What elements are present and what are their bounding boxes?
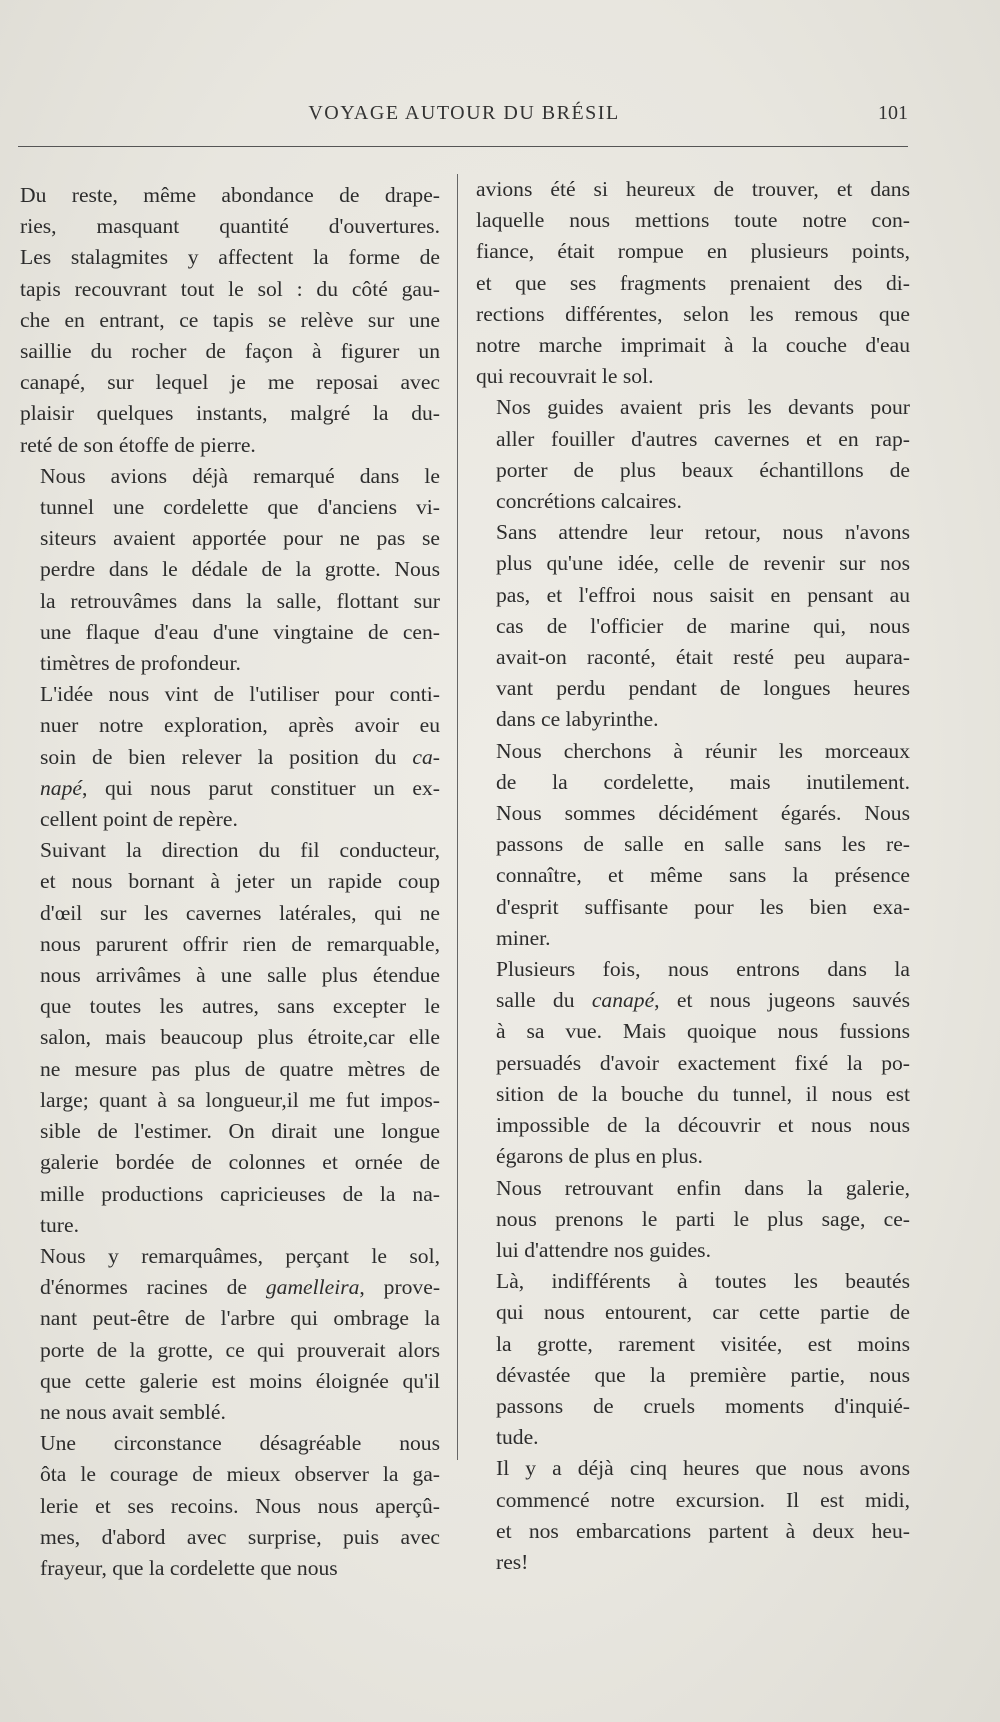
text-line: aller fouiller d'autres cavernes et en rap- (496, 426, 910, 451)
text-line: ries, masquant quantité d'ouvertures. (20, 214, 440, 239)
text-line: passons de cruels moments d'inquié- (496, 1393, 910, 1418)
text-line: mille productions capricieuses de la na- (40, 1181, 440, 1206)
text-line: nous arrivâmes à une salle plus étendue (40, 963, 440, 988)
text-line: commencé notre excursion. Il est midi, (496, 1487, 910, 1512)
text-line: et nos embarcations partent à deux heu- (496, 1518, 910, 1543)
text-line: Nous y remarquâmes, perçant le sol, (40, 1243, 440, 1268)
paragraph (20, 1428, 440, 1584)
paragraph (20, 180, 440, 461)
text-line: vant perdu pendant de longues heures (496, 676, 910, 701)
text-line: qui recouvrait le sol. (476, 364, 654, 389)
text-line: fiance, était rompue en plusieurs points, (476, 239, 910, 264)
column-divider (457, 174, 458, 1460)
text-line: Là, indifférents à toutes les beautés (496, 1269, 910, 1294)
text-line: que toutes les autres, sans excepter le (40, 994, 440, 1019)
text-line: Nous cherchons à réunir les morceaux (496, 738, 910, 763)
header-rule (18, 146, 908, 147)
text-line: Les stalagmites y affectent la forme de (20, 245, 440, 270)
paragraph (20, 679, 440, 835)
text-line: cas de l'officier de marine qui, nous (496, 613, 910, 638)
text-line: nuer notre exploration, après avoir eu (40, 713, 440, 738)
paragraph (476, 1266, 910, 1453)
text-line: qui nous entourent, car cette partie de (496, 1300, 910, 1325)
text-line: de la cordelette, mais inutilement. (496, 769, 910, 794)
text-line: pas, et l'effroi nous saisit en pensant au (496, 582, 910, 607)
text-line: Sans attendre leur retour, nous n'avons (496, 520, 910, 545)
text-line: frayeur, que la cordelette que nous (40, 1555, 338, 1580)
text-line: large; quant à sa longueur,il me fut impos- (40, 1087, 440, 1112)
text-line: Nous retrouvant enfin dans la galerie, (496, 1175, 910, 1200)
text-line: à sa vue. Mais quoique nous fussions (496, 1019, 910, 1044)
text-line: Nos guides avaient pris les devants pour (496, 395, 910, 420)
text-line: che en entrant, ce tapis se relève sur une (20, 307, 440, 332)
running-title: VOYAGE AUTOUR DU BRÉSIL (308, 102, 620, 124)
text-line: Suivant la direction du fil conducteur, (40, 838, 440, 863)
paragraph (476, 736, 910, 954)
left-column (20, 180, 440, 1584)
text-line: dans ce labyrinthe. (496, 707, 659, 732)
text-line: et nous bornant à jeter un rapide coup (40, 869, 440, 894)
text-line: Il y a déjà cinq heures que nous avons (496, 1456, 910, 1481)
text-line: ôta le courage de mieux observer la ga- (40, 1462, 440, 1487)
paragraph (20, 1241, 440, 1428)
text-line: salon, mais beaucoup plus étroite,car elle (40, 1025, 440, 1050)
text-line: miner. (496, 925, 551, 950)
text-line: galerie bordée de colonnes et ornée de (40, 1150, 440, 1175)
text-line: que cette galerie est moins éloignée qu'il (40, 1368, 440, 1393)
text-line: tapis recouvrant tout le sol : du côté gau- (20, 276, 440, 301)
paragraph (476, 174, 910, 392)
text-line: napé, qui nous parut constituer un ex- (40, 775, 440, 800)
text-line: ture. (40, 1212, 79, 1237)
text-line: cellent point de repère. (40, 807, 238, 832)
text-line: res! (496, 1549, 529, 1574)
text-line: impossible de la découvrir et nous nous (496, 1113, 910, 1138)
text-line: nous prenons le parti le plus sage, ce- (496, 1206, 910, 1231)
text-line: Nous sommes décidément égarés. Nous (496, 801, 910, 826)
text-line: L'idée nous vint de l'utiliser pour conti- (40, 682, 440, 707)
text-line: ne nous avait semblé. (40, 1399, 226, 1424)
text-line: plus qu'une idée, celle de revenir sur nos (496, 551, 910, 576)
text-line: mes, d'abord avec surprise, puis avec (40, 1524, 440, 1549)
text-line: sible de l'estimer. On dirait une longue (40, 1119, 440, 1144)
paragraph (20, 835, 440, 1241)
text-line: tude. (496, 1425, 539, 1450)
text-line: lui d'attendre nos guides. (496, 1237, 711, 1262)
running-head (20, 102, 908, 132)
text-line: notre marche imprimait à la couche d'eau (476, 333, 910, 358)
text-line: égarons de plus en plus. (496, 1144, 703, 1169)
text-line: d'esprit suffisante pour les bien exa- (496, 894, 910, 919)
text-line: connaître, et même sans la présence (496, 863, 910, 888)
text-line: salle du canapé, et nous jugeons sauvés (496, 988, 910, 1013)
text-line: porte de la grotte, ce qui prouverait alors (40, 1337, 440, 1362)
text-line: d'énormes racines de gamelleira, prove- (40, 1275, 441, 1300)
text-line: Une circonstance désagréable nous (40, 1431, 440, 1456)
text-line: sition de la bouche du tunnel, il nous est (496, 1081, 910, 1106)
text-line: rections différentes, selon les remous que (476, 301, 910, 326)
text-line: canapé, sur lequel je me reposai avec (20, 370, 440, 395)
text-line: Plusieurs fois, nous entrons dans la (496, 957, 910, 982)
paragraph (476, 1173, 910, 1267)
text-line: Du reste, même abondance de drape- (20, 183, 440, 207)
text-line: la retrouvâmes dans la salle, flottant sur (40, 588, 440, 613)
text-line: persuadés d'avoir exactement fixé la po- (496, 1050, 910, 1075)
page-number: 101 (878, 102, 908, 124)
paragraph (476, 517, 910, 735)
text-line: plaisir quelques instants, malgré la du- (20, 401, 440, 426)
paragraph (476, 392, 910, 517)
text-line: nant peut-être de l'arbre qui ombrage la (40, 1306, 440, 1331)
text-line: reté de son étoffe de pierre. (20, 432, 256, 457)
text-line: dévastée que la première partie, nous (496, 1362, 910, 1387)
text-line: porter de plus beaux échantillons de (496, 457, 910, 482)
paragraph (476, 1453, 910, 1578)
text-line: lerie et ses recoins. Nous nous aperçû- (40, 1493, 440, 1518)
text-line: saillie du rocher de façon à figurer un (20, 339, 440, 364)
text-line: Nous avions déjà remarqué dans le (40, 463, 440, 488)
text-line: timètres de profondeur. (40, 651, 241, 676)
text-line: et que ses fragments prenaient des di- (476, 270, 910, 295)
right-column (476, 174, 910, 1578)
text-line: d'œil sur les cavernes latérales, qui ne (40, 900, 440, 925)
text-line: une flaque d'eau d'une vingtaine de cen- (40, 619, 440, 644)
text-line: laquelle nous mettions toute notre con- (476, 208, 910, 233)
text-line: avions été si heureux de trouver, et dans (476, 177, 910, 201)
paragraph (20, 461, 440, 679)
text-line: passons de salle en salle sans les re- (496, 832, 910, 857)
text-line: soin de bien relever la position du ca- (40, 744, 440, 769)
text-line: ne mesure pas plus de quatre mètres de (40, 1056, 440, 1081)
text-line: la grotte, rarement visitée, est moins (496, 1331, 910, 1356)
text-line: tunnel une cordelette que d'anciens vi- (40, 495, 440, 520)
text-line: avait-on raconté, était resté peu aupara- (496, 645, 910, 670)
text-line: perdre dans le dédale de la grotte. Nous (40, 557, 440, 582)
paragraph (476, 954, 910, 1172)
text-line: concrétions calcaires. (496, 489, 682, 514)
text-line: siteurs avaient apportée pour ne pas se (40, 526, 440, 551)
text-line: nous parurent offrir rien de remarquable, (40, 931, 440, 956)
